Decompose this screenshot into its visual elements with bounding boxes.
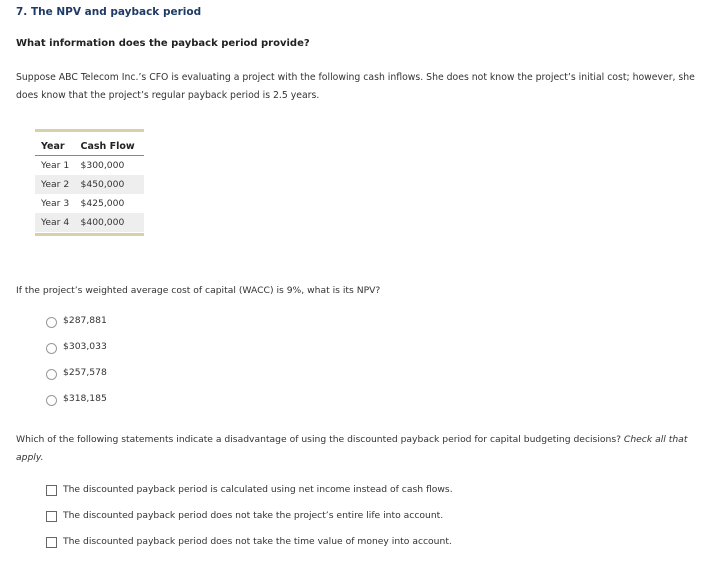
question-title: 7. The NPV and payback period [16, 6, 202, 18]
cash-flow-cell: $425,000 [80, 198, 125, 209]
cash-flow-cell: $450,000 [75, 175, 145, 194]
npv-option[interactable] [46, 341, 107, 367]
year-cell: Year 3 [41, 198, 70, 209]
disadvantage-options [46, 484, 453, 562]
radio-button[interactable] [46, 343, 57, 354]
radio-button[interactable] [46, 395, 57, 406]
disadvantage-question-prompt [16, 431, 706, 467]
radio-button[interactable] [46, 317, 57, 328]
option-label[interactable]: The discounted payback period does not take the time value of money into account. [63, 536, 452, 547]
radio-button[interactable] [46, 369, 57, 380]
checkbox-option[interactable] [46, 536, 453, 562]
npv-option[interactable] [46, 367, 107, 393]
checkbox-option[interactable] [46, 510, 453, 536]
npv-question-prompt: If the project’s weighted average cost of capital (WACC) is 9%, what is its NPV? [16, 285, 381, 296]
question-text: Which of the following statements indicate a disadvantage of using the discounted payback period for capital budgeting decisions? [16, 434, 621, 445]
option-label[interactable]: $287,881 [63, 315, 107, 326]
section-heading: What information does the payback period provide? [16, 38, 310, 49]
checkbox[interactable] [46, 537, 57, 548]
cash-flow-table-container [35, 129, 144, 236]
year-cell: Year 2 [35, 175, 75, 194]
npv-option[interactable] [46, 393, 107, 419]
cash-flow-cell: $400,000 [75, 213, 145, 232]
table-row [35, 156, 144, 176]
table-row [35, 175, 144, 194]
cash-flow-column-header: Cash Flow [75, 138, 145, 156]
checkbox[interactable] [46, 485, 57, 496]
option-label[interactable]: The discounted payback period is calculated using net income instead of cash flows. [63, 484, 453, 495]
cash-flow-cell: $300,000 [80, 160, 125, 171]
year-column-header: Year [35, 138, 75, 156]
intro-paragraph: Suppose ABC Telecom Inc.’s CFO is evaluating a project with the following cash inflows. She does not know the project’s initial cost; however, she does know that the project’s regular payback period is 2.5 years. [16, 72, 695, 101]
table-header-row [35, 138, 144, 156]
npv-options [46, 315, 107, 419]
npv-option[interactable] [46, 315, 107, 341]
cash-flow-table [35, 138, 144, 232]
option-label[interactable]: $303,033 [63, 341, 107, 352]
table-row [35, 194, 144, 213]
option-label[interactable]: $318,185 [63, 393, 107, 404]
checkbox-option[interactable] [46, 484, 453, 510]
option-label[interactable]: $257,578 [63, 367, 107, 378]
year-cell: Year 4 [35, 213, 75, 232]
check-all-instruction: Check all that apply. [16, 434, 688, 463]
table-row [35, 213, 144, 232]
checkbox[interactable] [46, 511, 57, 522]
year-cell: Year 1 [41, 160, 70, 171]
option-label[interactable]: The discounted payback period does not take the project’s entire life into account. [63, 510, 444, 521]
